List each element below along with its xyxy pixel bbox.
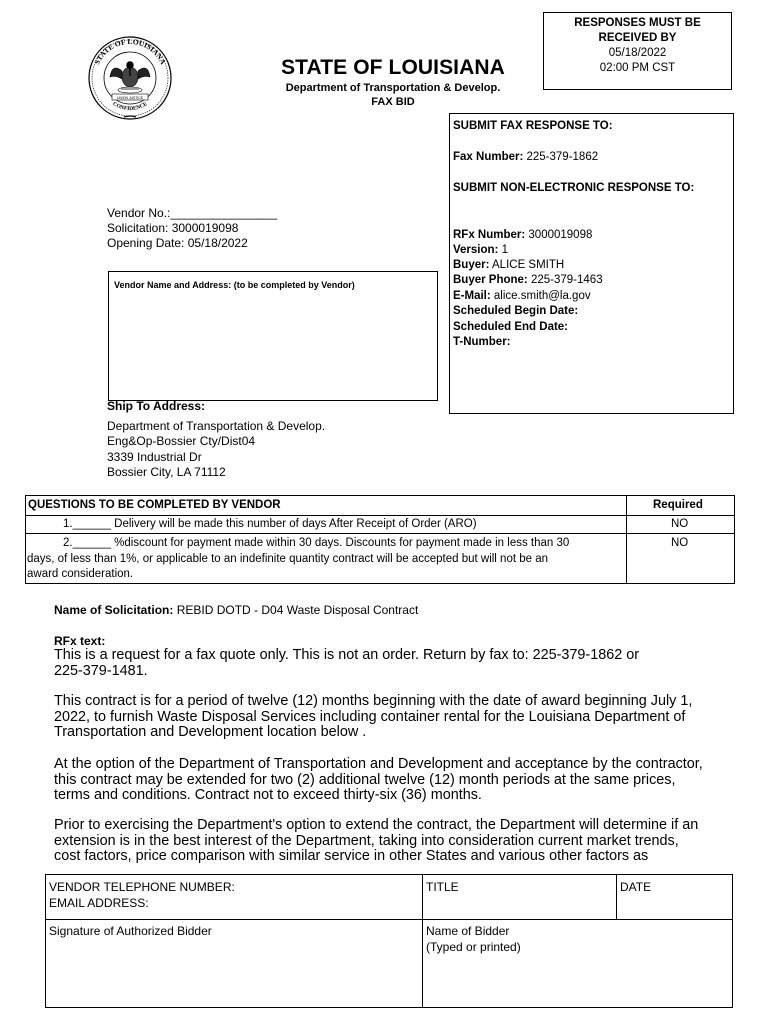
- fax-number-line: [453, 151, 598, 163]
- question-2-line-1: 2.______ %discount for payment made within 30 days. Discounts for payment made in less than 30: [63, 537, 570, 549]
- rfx-paragraph-1: [54, 648, 744, 679]
- solicitation-name-line: [54, 603, 418, 617]
- question-2-required: NO: [671, 537, 689, 549]
- table-divider: [616, 875, 617, 919]
- rfx-paragraph-2: [54, 694, 744, 741]
- questions-header: QUESTIONS TO BE COMPLETED BY VENDOR: [28, 499, 281, 511]
- vendor-name-address-box[interactable]: [108, 271, 438, 401]
- text-line: Prior to exercising the Department's option to extend the contract, the Department will determine if an: [54, 817, 699, 833]
- fax-number-value: 225-379-1862: [526, 151, 599, 163]
- rfx-paragraph-3: [54, 757, 744, 804]
- document-type: FAX BID: [371, 96, 415, 108]
- louisiana-state-seal: [80, 35, 180, 121]
- department-name: Department of Transportation & Develop.: [285, 82, 501, 94]
- text-line: this contract may be extended for two (2) additional twelve (12) month periods at the same prices,: [54, 771, 676, 788]
- response-deadline-box: [543, 12, 732, 90]
- text-line: At the option of the Department of Transportation and Development and acceptance by the contractor,: [54, 756, 703, 772]
- pelican-emblem: [110, 62, 150, 93]
- opening-date: Opening Date: 05/18/2022: [107, 236, 248, 250]
- title-label: TITLE: [426, 880, 459, 894]
- t-number-label: T-Number:: [453, 336, 511, 348]
- bidder-name-sublabel: (Typed or printed): [426, 940, 521, 954]
- signature-table: [45, 874, 733, 1008]
- non-electronic-heading: SUBMIT NON-ELECTRONIC RESPONSE TO:: [453, 182, 695, 194]
- solicitation-name-value: REBID DOTD - D04 Waste Disposal Contract: [176, 603, 419, 617]
- bidder-name-label: Name of Bidder: [426, 924, 510, 938]
- seal-top-text: STATE OF LOUISIANA: [92, 36, 168, 66]
- rfx-number-line: [453, 229, 592, 241]
- email-line: [453, 290, 591, 302]
- question-2-line-3: award consideration.: [27, 568, 134, 580]
- state-title: STATE OF LOUISIANA: [281, 56, 505, 79]
- text-line: extension is in the best interest of the Department, taking into consideration current market trends,: [54, 832, 679, 849]
- text-line: Transportation and Development location below .: [54, 724, 367, 741]
- question-1-required: NO: [671, 518, 689, 530]
- ship-to-heading: Ship To Address:: [107, 399, 206, 413]
- ship-to-line: 3339 Industrial Dr: [107, 450, 202, 464]
- response-deadline-subheading: RECEIVED BY: [598, 32, 677, 44]
- fax-number-label: Fax Number:: [453, 151, 524, 163]
- table-divider: [626, 496, 627, 583]
- ship-to-line: Eng&Op-Bossier Cty/Dist04: [107, 434, 256, 448]
- ship-to-line: Department of Transportation & Develop.: [107, 419, 326, 433]
- required-header: Required: [653, 499, 703, 511]
- response-deadline-date: 05/18/2022: [608, 47, 667, 59]
- text-line: cost factors, price comparison with similar service in other States and various other factors as: [54, 848, 649, 865]
- submit-response-box: [449, 113, 734, 414]
- vendor-questions-table: [25, 495, 735, 584]
- buyer-label: Buyer:: [453, 259, 490, 271]
- date-label: DATE: [620, 880, 652, 894]
- question-1: 1.______ Delivery will be made this number of days After Receipt of Order (ARO): [63, 518, 477, 530]
- rfx-number-value: 3000019098: [528, 229, 593, 241]
- buyer-value: ALICE SMITH: [492, 259, 565, 271]
- ship-to-line: Bossier City, LA 71112: [107, 465, 226, 479]
- solicitation-number: Solicitation: 3000019098: [107, 221, 239, 235]
- response-deadline-time: 02:00 PM CST: [599, 62, 676, 74]
- text-line: This is a request for a fax quote only. This is not an order. Return by fax to: 225-379-1862 or: [54, 647, 640, 663]
- buyer-phone-value: 225-379-1463: [530, 274, 603, 286]
- signature-label: Signature of Authorized Bidder: [49, 924, 212, 938]
- scheduled-begin-date-label: Scheduled Begin Date:: [453, 305, 579, 317]
- email-address-label: EMAIL ADDRESS:: [49, 896, 149, 910]
- buyer-phone-line: [453, 274, 603, 286]
- seal-bottom-text: CONFIDENCE: [111, 101, 149, 113]
- response-deadline-heading: RESPONSES MUST BE: [574, 17, 701, 29]
- table-divider: [422, 875, 423, 1007]
- text-line: 225-379-1481.: [54, 662, 148, 679]
- version-value: 1: [501, 244, 508, 256]
- buyer-phone-label: Buyer Phone:: [453, 274, 528, 286]
- text-line: terms and conditions. Contract not to exceed thirty-six (36) months.: [54, 787, 482, 804]
- version-label: Version:: [453, 244, 499, 256]
- rfx-number-label: RFx Number:: [453, 229, 526, 241]
- vendor-number: Vendor No.:________________: [107, 206, 278, 220]
- fax-response-heading: SUBMIT FAX RESPONSE TO:: [453, 120, 613, 132]
- email-label: E-Mail:: [453, 290, 491, 302]
- seal-motto: UNION JUSTICE: [117, 95, 143, 100]
- solicitation-name-label: Name of Solicitation:: [54, 603, 174, 617]
- email-value: alice.smith@la.gov: [493, 290, 591, 302]
- rfx-paragraph-4: [54, 818, 744, 865]
- version-line: [453, 244, 508, 256]
- buyer-line: [453, 259, 564, 271]
- vendor-name-address-label: Vendor Name and Address: (to be completed by Vendor): [114, 280, 355, 290]
- scheduled-end-date-label: Scheduled End Date:: [453, 321, 569, 333]
- table-row-separator: [26, 533, 734, 534]
- text-line: 2022, to furnish Waste Disposal Services including container rental for the Louisiana Department of: [54, 708, 686, 725]
- text-line: This contract is for a period of twelve (12) months beginning with the date of award beginning July 1,: [54, 693, 693, 709]
- rfx-text-label: RFx text:: [54, 634, 106, 648]
- vendor-telephone-label: VENDOR TELEPHONE NUMBER:: [49, 880, 235, 894]
- question-2-line-2: days, of less than 1%, or applicable to an indefinite quantity contract will be accepted but will not be an: [27, 553, 549, 565]
- table-row-separator: [46, 919, 732, 920]
